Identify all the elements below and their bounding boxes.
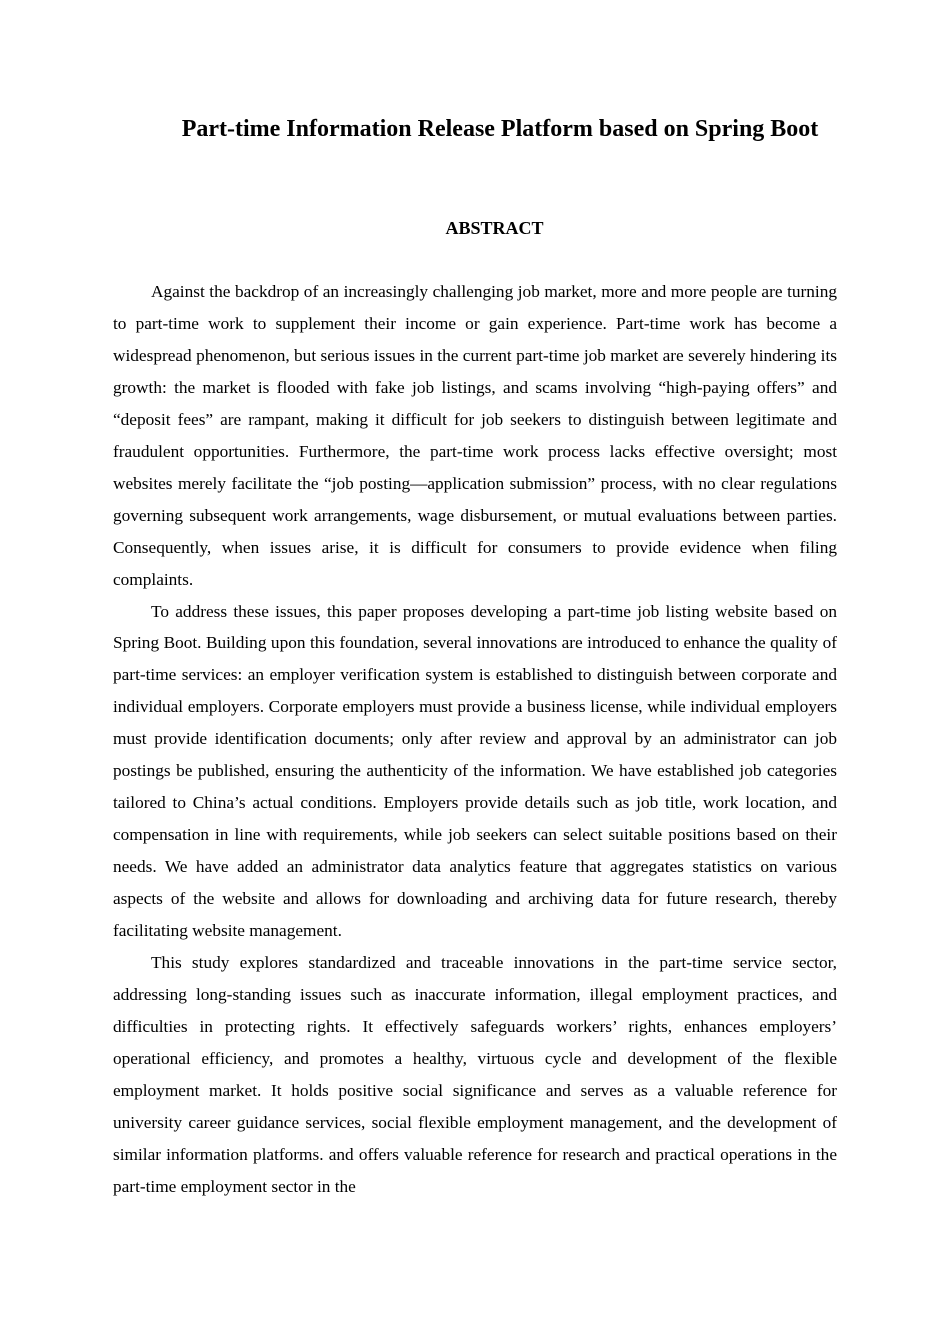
abstract-paragraph: Against the backdrop of an increasingly challenging job market, more and more people are turning to part-time work to supplement their income or gain experience. Part-time work has become a widespread phenomenon, but serious issues in the current part-time job market are severely hindering its growth: the market is flooded with fake job listings, and scams involving “high-paying offers” and “deposit fees” are rampant, making it difficult for job seekers to distinguish between legitimate and fraudulent opportunities. Furthermore, the part-time work process lacks effective oversight; most websites merely facilitate the “job posting—application submission” process, with no clear regulations governing subsequent work arrangements, wage disbursement, or mutual evaluations between parties. Consequently, when issues arise, it is difficult for consumers to provide evidence when filing complaints.: [113, 282, 837, 589]
abstract-body: [113, 276, 837, 1203]
paper-title: Part-time Information Release Platform based on Spring Boot: [181, 116, 819, 142]
abstract-heading: ABSTRACT: [445, 218, 544, 238]
abstract-paragraph: This study explores standardized and traceable innovations in the part-time service sector, addressing long-standing issues such as inaccurate information, illegal employment practices, and difficulties in protecting rights. It effectively safeguards workers’ rights, enhances employers’ operational efficiency, and promotes a healthy, virtuous cycle and development of the flexible employment market. It holds positive social significance and serves as a valuable reference for university career guidance services, social flexible employment management, and the development of similar information platforms. and offers valuable reference for research and practical operations in the part-time employment sector in the: [113, 953, 837, 1196]
abstract-paragraph: To address these issues, this paper proposes developing a part-time job listing website based on Spring Boot. Building upon this foundation, several innovations are introduced to enhance the quality of part-time services: an employer verification system is established to distinguish between corporate and individual employers. Corporate employers must provide a business license, while individual employers must provide identification documents; only after review and approval by an administrator can job postings be published, ensuring the authenticity of the information. We have established job categories tailored to China’s actual conditions. Employers provide details such as job title, work location, and compensation in line with requirements, while job seekers can select suitable positions based on their needs. We have added an administrator data analytics feature that aggregates statistics on various aspects of the website and allows for downloading and archiving data for future research, thereby facilitating website management.: [113, 601, 837, 941]
